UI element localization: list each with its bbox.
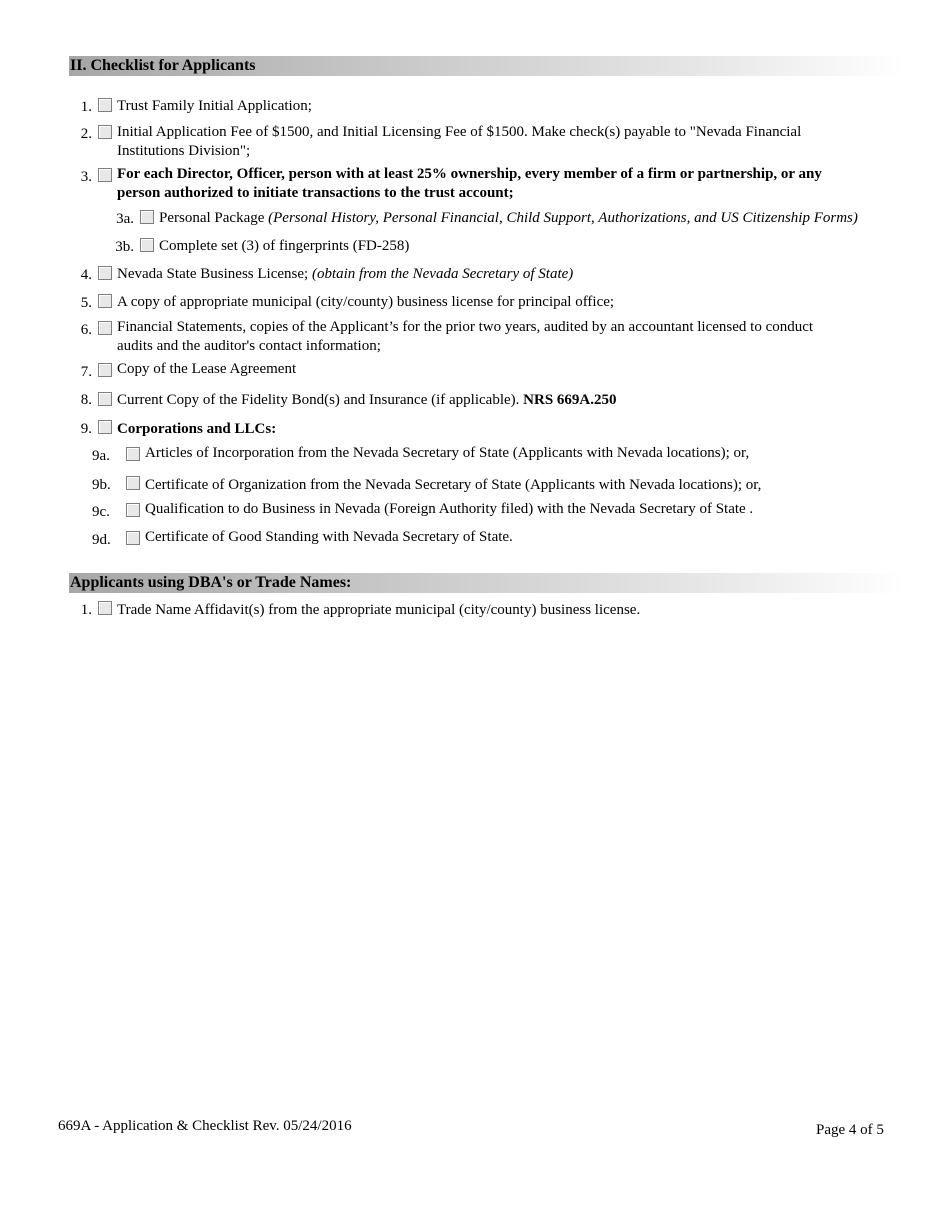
item-number: 9c. [92,504,110,520]
item-text-italic: (Personal History, Personal Financial, Child Support, Authorizations, and US Citizenship Forms) [268,210,858,226]
item-text: A copy of appropriate municipal (city/county) business license for principal office; [117,294,615,310]
checkbox-item-3a[interactable] [140,210,154,224]
item-number: 9a. [92,448,110,464]
item-text: Copy of the Lease Agreement [117,361,297,377]
checkbox-item-4[interactable] [98,266,112,280]
item-number: 9d. [92,532,111,548]
item-text-line1: Initial Application Fee of $1500, and Initial Licensing Fee of $1500. Make check(s) payable to "Nevada Financial [117,124,802,140]
checkbox-item-1[interactable] [98,98,112,112]
item-text: Trade Name Affidavit(s) from the appropriate municipal (city/county) business license. [117,602,641,618]
item-number: 9. [80,421,92,437]
item-number: 8. [80,392,92,408]
item-text-line2: audits and the auditor's contact information; [117,338,381,354]
checkbox-dba-item-1[interactable] [98,601,112,615]
checkbox-item-3[interactable] [98,168,112,182]
item-number: 2. [80,126,92,142]
item-number: 1. [80,602,92,618]
item-text: Corporations and LLCs: [117,421,277,437]
item-text: Trust Family Initial Application; [117,98,312,114]
item-text: Qualification to do Business in Nevada (Foreign Authority filed) with the Nevada Secretary of State . [145,501,754,517]
item-number: 5. [80,295,92,311]
item-text-line2: person authorized to initiate transactions to the trust account; [117,185,514,201]
item-text: Certificate of Good Standing with Nevada Secretary of State. [145,529,513,545]
item-text-bold: NRS 669A.250 [523,392,617,408]
checkbox-item-5[interactable] [98,294,112,308]
checkbox-item-9c[interactable] [126,503,140,517]
item-number: 3a. [116,211,134,227]
item-text-italic: (obtain from the Nevada Secretary of State) [311,266,574,282]
item-number: 1. [80,99,92,115]
item-text: Nevada State Business License; (obtain from the Nevada Secretary of State) [117,266,574,282]
item-number: 6. [80,322,92,338]
checkbox-item-2[interactable] [98,125,112,139]
checkbox-item-9d[interactable] [126,531,140,545]
footer-form-revision: 669A - Application & Checklist Rev. 05/24/2016 [58,1118,352,1134]
checkbox-item-6[interactable] [98,321,112,335]
item-text: Personal Package (Personal History, Personal Financial, Child Support, Authorizations, and US Citizenship Forms) [159,210,858,226]
item-number: 3b. [115,239,134,255]
checkbox-item-9b[interactable] [126,476,140,490]
item-text: Articles of Incorporation from the Nevada Secretary of State (Applicants with Nevada locations); or, [145,445,750,461]
footer-page-number: Page 4 of 5 [816,1122,884,1138]
item-text: Complete set (3) of fingerprints (FD-258) [159,238,410,254]
item-text: Certificate of Organization from the Nevada Secretary of State (Applicants with Nevada locations); or, [145,477,762,493]
item-text: Current Copy of the Fidelity Bond(s) and Insurance (if applicable). NRS 669A.250 [117,392,617,408]
checkbox-item-9a[interactable] [126,447,140,461]
item-number: 9b. [92,477,111,493]
item-number: 7. [80,364,92,380]
checkbox-item-8[interactable] [98,392,112,406]
item-number: 4. [80,267,92,283]
item-text-line2: Institutions Division"; [117,143,251,159]
item-text-line1: For each Director, Officer, person with at least 25% ownership, every member of a firm or partnership, or any [117,166,822,182]
section-header-dba: Applicants using DBA's or Trade Names: [69,573,905,593]
section-header-checklist: II. Checklist for Applicants [69,56,905,76]
checkbox-item-7[interactable] [98,363,112,377]
checkbox-item-9[interactable] [98,420,112,434]
item-number: 3. [80,169,92,185]
item-text-line1: Financial Statements, copies of the Applicant’s for the prior two years, audited by an accountant licensed to conduct [117,319,814,335]
checkbox-item-3b[interactable] [140,238,154,252]
